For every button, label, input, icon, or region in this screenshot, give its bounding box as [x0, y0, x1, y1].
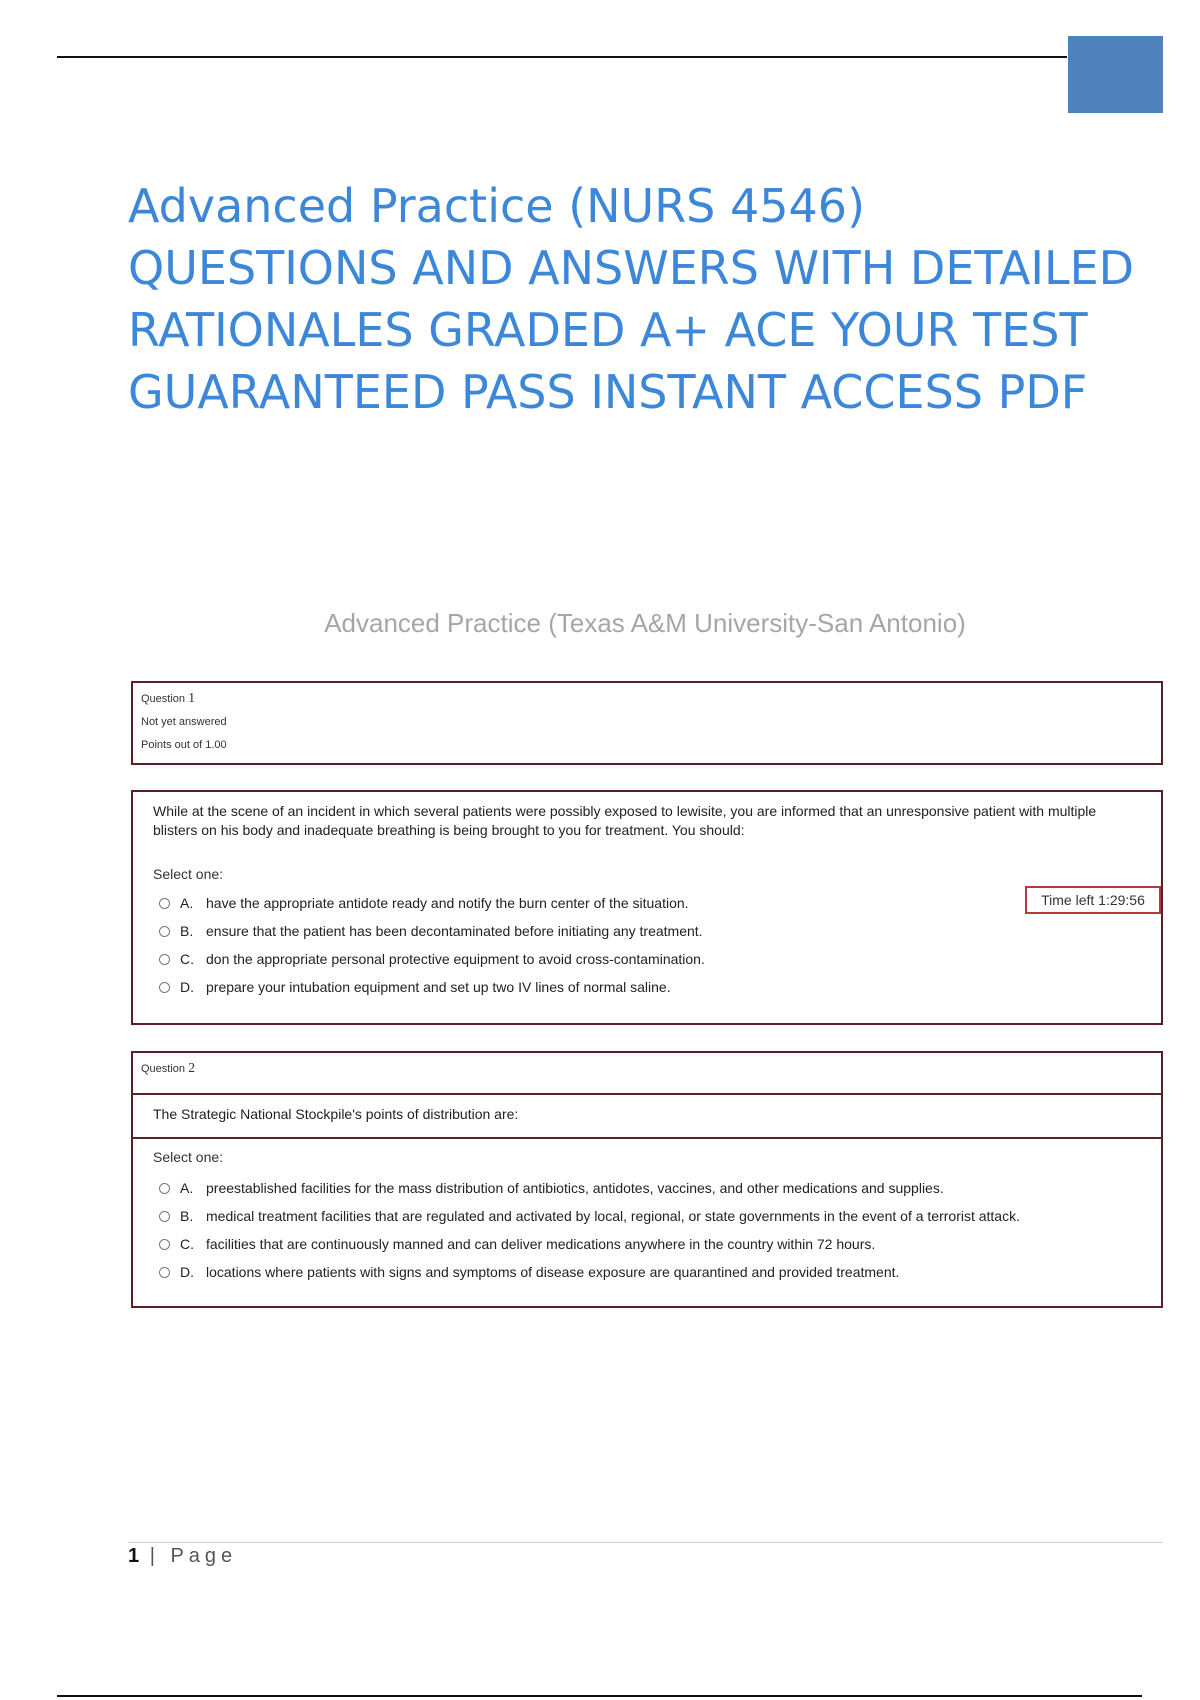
question-1-number: 1 — [188, 691, 196, 706]
question-2-text-row — [133, 1095, 1161, 1139]
option-text: don the appropriate personal protective equipment to avoid cross-contamination. — [206, 951, 705, 967]
radio-button[interactable] — [159, 1183, 170, 1194]
question-1-select-label: Select one: — [153, 866, 224, 882]
page-footer — [128, 1545, 237, 1568]
question-2-text: The Strategic National Stockpile's points of distribution are: — [153, 1106, 519, 1122]
question-2-option-d[interactable]: D. locations where patients with signs and symptoms of disease exposure are quarantined and provided treatment. — [159, 1261, 899, 1283]
option-text: ensure that the patient has been decontaminated before initiating any treatment. — [206, 923, 703, 939]
question-2-content — [131, 1093, 1163, 1308]
question-1-points: Points out of 1.00 — [141, 739, 227, 751]
option-text: locations where patients with signs and symptoms of disease exposure are quarantined and provided treatment. — [206, 1264, 900, 1280]
option-text: medical treatment facilities that are regulated and activated by local, regional, or state governments in the event of a terrorist attack. — [206, 1208, 1020, 1224]
header-accent-block — [1068, 36, 1163, 113]
option-text: facilities that are continuously manned and can deliver medications anywhere in the country within 72 hours. — [206, 1236, 876, 1252]
question-1-info — [131, 681, 1163, 765]
question-2-number: 2 — [188, 1061, 196, 1076]
question-1-option-d[interactable]: D. prepare your intubation equipment and set up two IV lines of normal saline. — [159, 976, 671, 998]
radio-button[interactable] — [159, 982, 170, 993]
radio-button[interactable] — [159, 1267, 170, 1278]
header-rule — [57, 56, 1067, 58]
radio-button[interactable] — [159, 926, 170, 937]
option-text: prepare your intubation equipment and set up two IV lines of normal saline. — [206, 979, 671, 995]
question-1-heading: Question 1 — [141, 691, 196, 706]
radio-button[interactable] — [159, 898, 170, 909]
document-subtitle: Advanced Practice (Texas A&M University-San Antonio) — [324, 608, 966, 638]
radio-button[interactable] — [159, 954, 170, 965]
question-1-option-b[interactable]: B. ensure that the patient has been decontaminated before initiating any treatment. — [159, 920, 703, 942]
question-1-option-c[interactable]: C. don the appropriate personal protective equipment to avoid cross-contamination. — [159, 948, 705, 970]
option-text: preestablished facilities for the mass distribution of antibiotics, antidotes, vaccines, and other medications and supplies. — [206, 1180, 944, 1196]
radio-button[interactable] — [159, 1239, 170, 1250]
option-text: have the appropriate antidote ready and notify the burn center of the situation. — [206, 895, 689, 911]
page-number: 1 — [128, 1545, 140, 1567]
question-2-option-b[interactable]: B. medical treatment facilities that are regulated and activated by local, regional, or state governments in the event of a terrorist attack. — [159, 1205, 1020, 1227]
question-2-select-label: Select one: — [153, 1149, 224, 1165]
question-1-option-a[interactable]: A. have the appropriate antidote ready and notify the burn center of the situation. — [159, 892, 689, 914]
question-2-heading: Question 2 — [141, 1061, 196, 1076]
bottom-rule — [57, 1695, 1142, 1697]
time-left-timer: Time left 1:29:56 — [1025, 886, 1161, 914]
question-1-status: Not yet answered — [141, 716, 227, 728]
question-2-option-c[interactable]: C. facilities that are continuously manned and can deliver medications anywhere in the country within 72 hours. — [159, 1233, 875, 1255]
question-2-info — [131, 1051, 1163, 1095]
question-1-text: While at the scene of an incident in which several patients were possibly exposed to lewisite, you are informed that an unresponsive patient with multiple blisters on his body and inadequate breathing is being brought to you for treatment. You should: — [153, 803, 1097, 838]
question-2-option-a[interactable]: A. preestablished facilities for the mass distribution of antibiotics, antidotes, vaccines, and other medications and supplies. — [159, 1177, 944, 1199]
document-title: Advanced Practice (NURS 4546) QUESTIONS AND ANSWERS WITH DETAILED RATIONALES GRADED A+ ACE YOUR TEST GUARANTEED PASS INSTANT ACCESS PDF — [128, 179, 1135, 419]
question-1-content — [131, 790, 1163, 1025]
page-label: | Page — [149, 1545, 238, 1567]
footer-rule — [128, 1542, 1163, 1543]
radio-button[interactable] — [159, 1211, 170, 1222]
